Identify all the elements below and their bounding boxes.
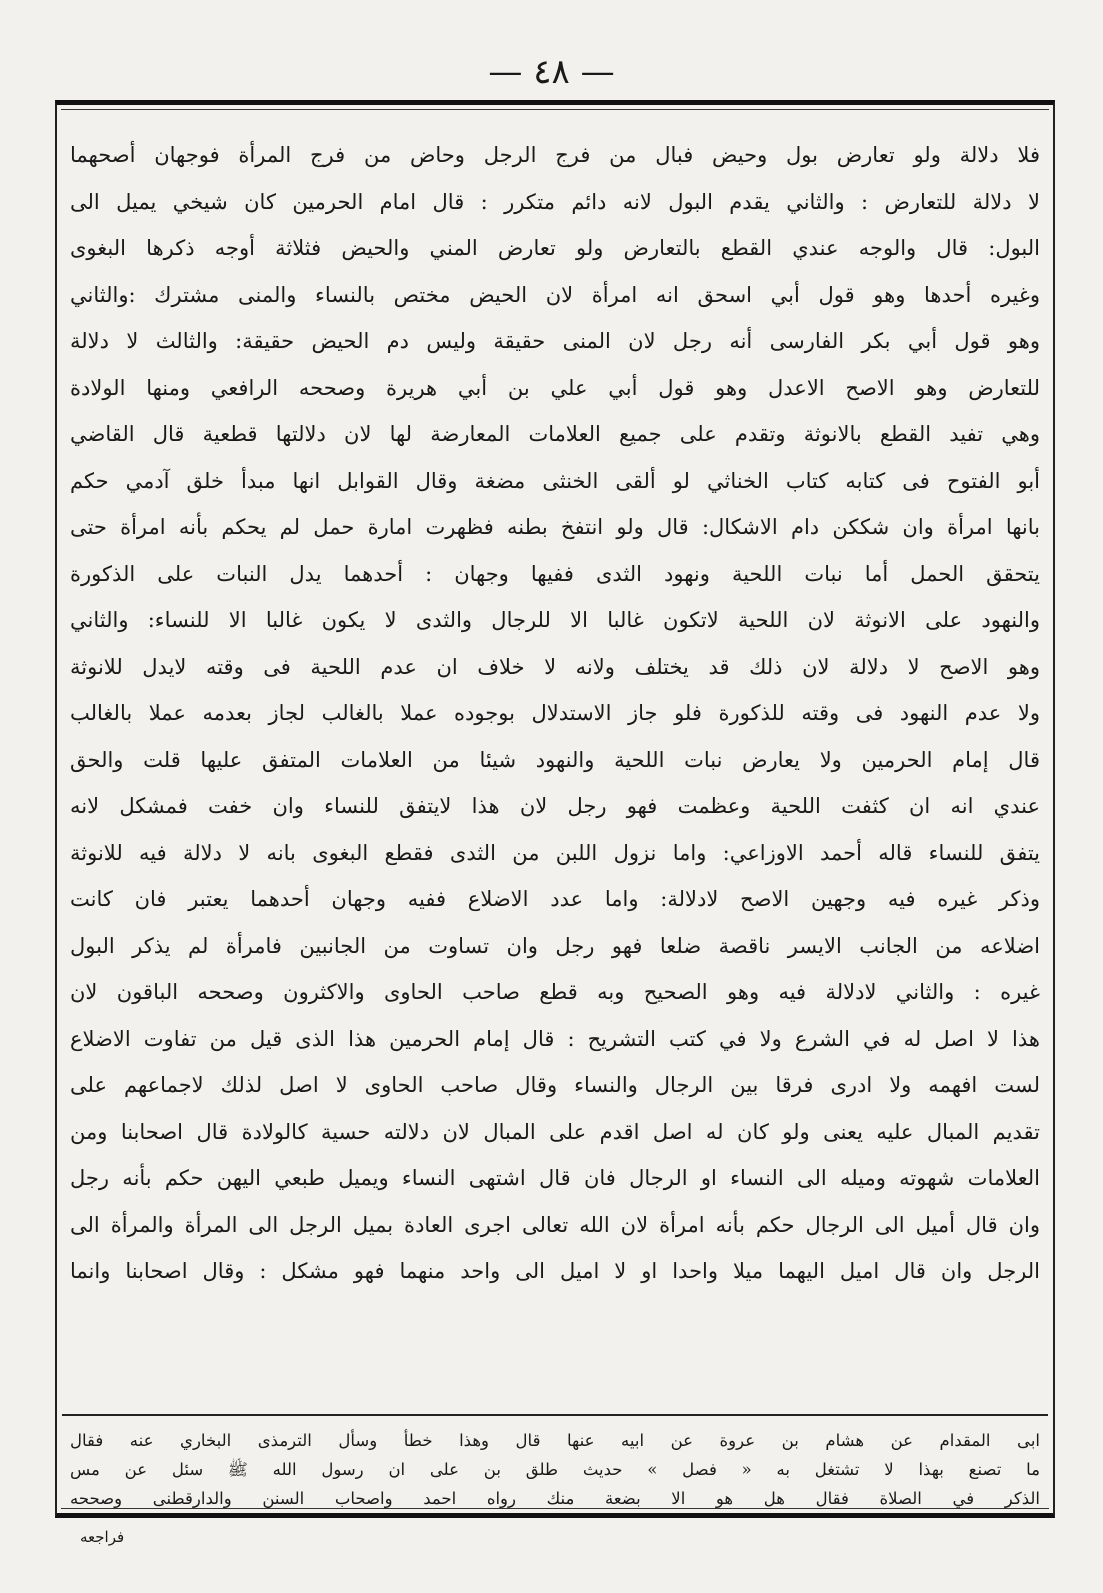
footnotes [70,1426,1040,1513]
text-line: والنهود على الانوثة لان اللحية لاتكون غالبا الا للرجال والثدى لا يكون غالبا الا للنساء: والثاني [70,608,1040,632]
text-line: بانها امرأة وان شككن دام الاشكال: قال ولو انتفخ بطنه فظهرت امارة حمل لم يحكم بأنه امرأة حتى [70,515,1040,539]
text-line: هذا لا اصل له في الشرع ولا في كتب التشريح : قال إمام الحرمين هذا الذى قيل من تفاوت الاضلاع [70,1026,1040,1051]
text-line: وغيره أحدها وهو قول أبي اسحق انه امرأة لان الحيض مختص بالنساء والمنى مشترك :والثاني [70,282,1040,307]
text-line: للتعارض وهو الاصح الاعدل وهو قول أبي علي بن أبي هريرة وصححه الرافعي ومنها الولادة [70,375,1040,400]
text-line: لست افهمه ولا ادرى فرقا بين الرجال والنساء وقال صاحب الحاوى لا اصل لذلك لاجماعهم على [70,1073,1040,1097]
text-line: قال إمام الحرمين ولا يعارض نبات اللحية والنهود شيئا من العلامات المتفق عليها قلت والحق [70,747,1040,772]
text-line: أبو الفتوح فى كتابه كتاب الخناثي لو ألقى الخنثى مضغة وقال القوابل انها مبدأ خلق آدمي حكم [70,468,1040,493]
text-line: فلا دلالة ولو تعارض بول وحيض فبال من فرج الرجل وحاض من فرج المرأة فوجهان أصحهما [70,143,1040,167]
page-number: — ٤٨ — [488,52,615,92]
text-line: وذكر غيره فيه وجهين الاصح لادلالة: واما عدد الاضلاع ففيه وجهان أحدهما يعتبر فان كانت [70,887,1040,911]
main-text [70,132,1040,1295]
text-line: الرجل وان قال اميل اليهما ميلا واحدا او لا اميل الى واحد منهما فهو مشكل : وقال اصحابنا وانما [70,1259,1040,1283]
text-line: العلامات شهوته وميله الى النساء او الرجال فان قال اشتهى النساء ويميل طبعي اليهن حكم بأنه رجل [70,1166,1040,1190]
text-line: اضلاعه من الجانب الايسر ناقصة ضلعا فهو رجل وان تساوت من الجانبين فامرأة لم يذكر البول [70,933,1040,958]
footnote-divider [62,1414,1048,1416]
catchword: فراجعه [80,1528,125,1546]
text-line: البول: قال والوجه عندي القطع بالتعارض ولو تعارض المني والحيض فثلاثة أوجه ذكرها البغوى [70,236,1040,260]
footnote-line: ابى المقدام عن هشام بن عروة عن ابيه عنها قال وهذا خطأ وسأل الترمذى البخاري عنه فقال [70,1431,1040,1450]
text-line: وهي تفيد القطع بالانوثة وتقدم على جميع العلامات المعارضة لها لان دلالتها قطعية قال القاضي [70,422,1040,446]
text-line: ولا عدم النهود فى وقته للذكورة فلو جاز الاستدلال بوجوده عملا بالغالب لجاز بعدمه عملا بالغالب [70,701,1040,725]
text-line: يتحقق الحمل أما نبات اللحية ونهود الثدى ففيها وجهان : أحدهما يدل النبات على الذكورة [70,561,1040,586]
text-line: عندي انه ان كثفت اللحية وعظمت فهو رجل لان هذا لايتفق للنساء وان خفت فمشكل لانه [70,794,1040,818]
text-line: تقديم المبال عليه يعنى ولو كان له اصل اقدم على المبال لان دلالته حسية كالولادة قال اصحابنا ومن [70,1119,1040,1144]
text-line: وهو قول أبي بكر الفارسى أنه رجل لان المنى حقيقة وليس دم الحيض حقيقة: والثالث لا دلالة [70,329,1040,353]
footnote-line: ما تصنع بهذا لا تشتغل به « فصل » حديث طلق بن على ان رسول الله ﷺ سئل عن مس [70,1460,1040,1479]
text-line: يتفق للنساء قاله أحمد الاوزاعي: واما نزول اللبن من الثدى فقطع البغوى بانه لا دلالة فيه للانوثة [70,840,1040,865]
text-line: غيره : والثاني لادلالة فيه وهو الصحيح وبه قطع صاحب الحاوى والاكثرون وصححه الباقون لان [70,980,1040,1004]
text-line: وهو الاصح لا دلالة لان ذلك قد يختلف ولانه لا خلاف ان عدم اللحية فى وقته لايدل للانوثة [70,654,1040,679]
text-line: وان قال أميل الى الرجال حكم بأنه امرأة لان الله تعالى اجرى العادة بميل الرجل الى المرأة والمرأة الى [70,1212,1040,1237]
text-line: لا دلالة للتعارض : والثاني يقدم البول لانه دائم متكرر : قال امام الحرمين كان شيخي يميل الى [70,189,1040,214]
footnote-line: الذكر في الصلاة فقال هل هو الا بضعة منك رواه احمد واصحاب السنن والدارقطنى وصححه [70,1489,1040,1508]
